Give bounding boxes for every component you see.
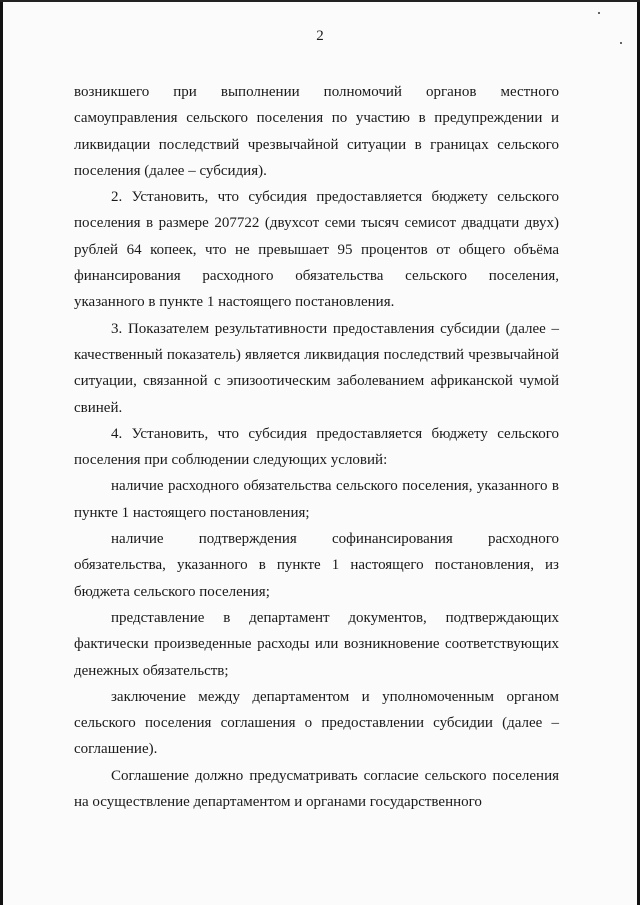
scan-edge-top [0,0,640,2]
paragraph-continuation: возникшего при выполнении полномочий органов местного самоуправления сельского поселения по участию в предупреждении и ликвидации последствий чрезвычайной ситуации в границах сельского поселения (далее – субсидия). [74,84,559,179]
scan-edge-left [0,0,3,905]
condition-2: наличие подтверждения софинансирования расходного обязательства, указанного в пункте 1 настоящего постановления, из бюджета сельского поселения; [74,531,559,600]
condition-4: заключение между департаментом и уполномоченным органом сельского поселения соглашения о предоставлении субсидии (далее – соглашение). [74,688,559,758]
scan-speck [598,12,600,14]
agreement-paragraph: Соглашение должно предусматривать согласие сельского поселения на осуществление департаментом и органами государственного [74,767,559,811]
paragraph-item-2: 2. Установить, что субсидия предоставляется бюджету сельского поселения в размере 207722 (двухсот семи тысяч семисот двадцати двух) рублей 64 копеек, что не превышает 95 процентов от общего объёма финансирования расходного обязательства сельского поселения, указанного в пункте 1 настоящего постановления. [74,189,559,311]
page-number: 2 [316,28,324,44]
paragraph-item-3: 3. Показателем результативности предоставления субсидии (далее – качественный показатель) является ликвидация последствий чрезвычайной ситуации, связанной с эпизоотическим заболеванием африканской чумой свиней. [74,320,559,416]
paragraph-item-4: 4. Установить, что субсидия предоставляется бюджету сельского поселения при соблюдении следующих условий: [74,425,559,469]
condition-1: наличие расходного обязательства сельского поселения, указанного в пункте 1 настоящего постановления; [74,478,559,521]
document-body [74,79,559,815]
condition-3: представление в департамент документов, подтверждающих фактически произведенные расходы или возникновение соответствующих денежных обязательств; [74,609,559,679]
